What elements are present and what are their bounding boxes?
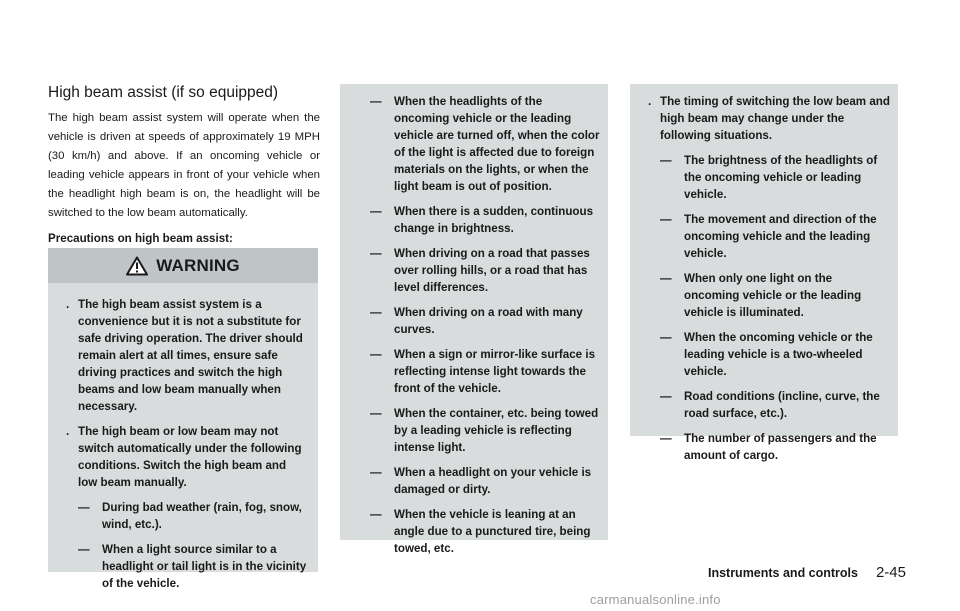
timing-bullet: . The timing of switching the low beam and high beam may change under the following situations. [648, 95, 890, 142]
dash-marker: — [370, 407, 382, 420]
precautions-heading: Precautions on high beam assist: [48, 232, 233, 245]
dash-marker: — [660, 331, 672, 344]
dash-marker: — [660, 272, 672, 285]
dash-marker: — [370, 348, 382, 361]
dash-marker: — [660, 154, 672, 167]
warning-title: WARNING [156, 255, 240, 275]
condition-item: — When a headlight on your vehicle is damaged or dirty. [370, 466, 592, 496]
condition-item: — When the oncoming vehicle or the leading vehicle is a two-wheeled vehicle. [660, 331, 873, 378]
dash-marker: — [660, 390, 672, 403]
warning-bullet-2: . The high beam or low beam may not switch automatically under the following conditions. Switch the high beam and low beam manually. [66, 425, 302, 489]
dash-marker: — [370, 247, 382, 260]
warning-content [58, 296, 308, 600]
condition-item: — When driving on a road with many curves. [370, 306, 583, 336]
condition-item: — Road conditions (incline, curve, the road surface, etc.). [660, 390, 880, 420]
condition-item: — When the vehicle is leaning at an angle due to a punctured tire, being towed, etc. [370, 508, 591, 555]
condition-item: — When a sign or mirror-like surface is reflecting intense light towards the front of the vehicle. [370, 348, 596, 395]
condition-item: — When the container, etc. being towed by a leading vehicle is reflecting intense light. [370, 407, 599, 454]
dash-marker: — [370, 95, 382, 108]
dash-marker: — [370, 466, 382, 479]
warning-triangle-icon [126, 256, 148, 276]
bullet-marker: . [648, 95, 652, 108]
condition-item: — The movement and direction of the oncoming vehicle and the leading vehicle. [660, 213, 877, 260]
timing-conditions [640, 152, 890, 464]
page-footer [566, 566, 906, 588]
chapter-label: Instruments and controls [707, 566, 858, 580]
bullet-marker: . [66, 425, 70, 438]
warning-condition: — When a light source similar to a headlight or tail light is in the vicinity of the vehicle. [78, 543, 307, 590]
page-number: 2-45 [875, 564, 906, 581]
watermark-text: carmanualsonline.info [590, 592, 721, 607]
warning-condition: — During bad weather (rain, fog, snow, wind, etc.). [78, 501, 302, 531]
condition-item: — The brightness of the headlights of the oncoming vehicle or leading vehicle. [660, 154, 878, 201]
warning-title-row [48, 248, 318, 283]
condition-item: — The number of passengers and the amount of cargo. [660, 432, 877, 462]
middle-conditions [370, 93, 600, 565]
bullet-marker: . [66, 298, 70, 311]
condition-item: — When there is a sudden, continuous change in brightness. [370, 205, 594, 235]
dash-marker: — [660, 432, 672, 445]
section-title: High beam assist (if so equipped) [48, 84, 279, 101]
warning-box [48, 248, 318, 590]
warning-conditions [58, 499, 308, 592]
right-content [640, 93, 890, 472]
right-conditions-box [630, 84, 898, 462]
section-body: The high beam assist system will operate when the vehicle is driven at speeds of approximately 19 MPH (30 km/h) and above. If an oncoming vehicle or leading vehicle appears in front of your vehicle when the headlight high beam is on, the headlight will be switched to the low beam automatically. [48, 112, 320, 219]
condition-item: — When the headlights of the oncoming vehicle or the leading vehicle are turned off, when the color of the light is affected due to foreign materials on the lights, or when the light beam is out of position. [370, 95, 600, 193]
dash-marker: — [78, 543, 90, 556]
dash-marker: — [370, 205, 382, 218]
dash-marker: — [78, 501, 90, 514]
dash-marker: — [370, 306, 382, 319]
condition-item: — When only one light on the oncoming vehicle or the leading vehicle is illuminated. [660, 272, 862, 319]
dash-marker: — [660, 213, 672, 226]
left-column [48, 84, 320, 245]
dash-marker: — [370, 508, 382, 521]
condition-item: — When driving on a road that passes over rolling hills, or a road that has level differences. [370, 247, 590, 294]
middle-conditions-box [340, 84, 608, 555]
warning-bullet-1: . The high beam assist system is a convenience but it is not a substitute for safe driving operation. The driver should remain alert at all times, ensure safe driving practices and switch the high beams and low beam manually when necessary. [66, 298, 303, 413]
